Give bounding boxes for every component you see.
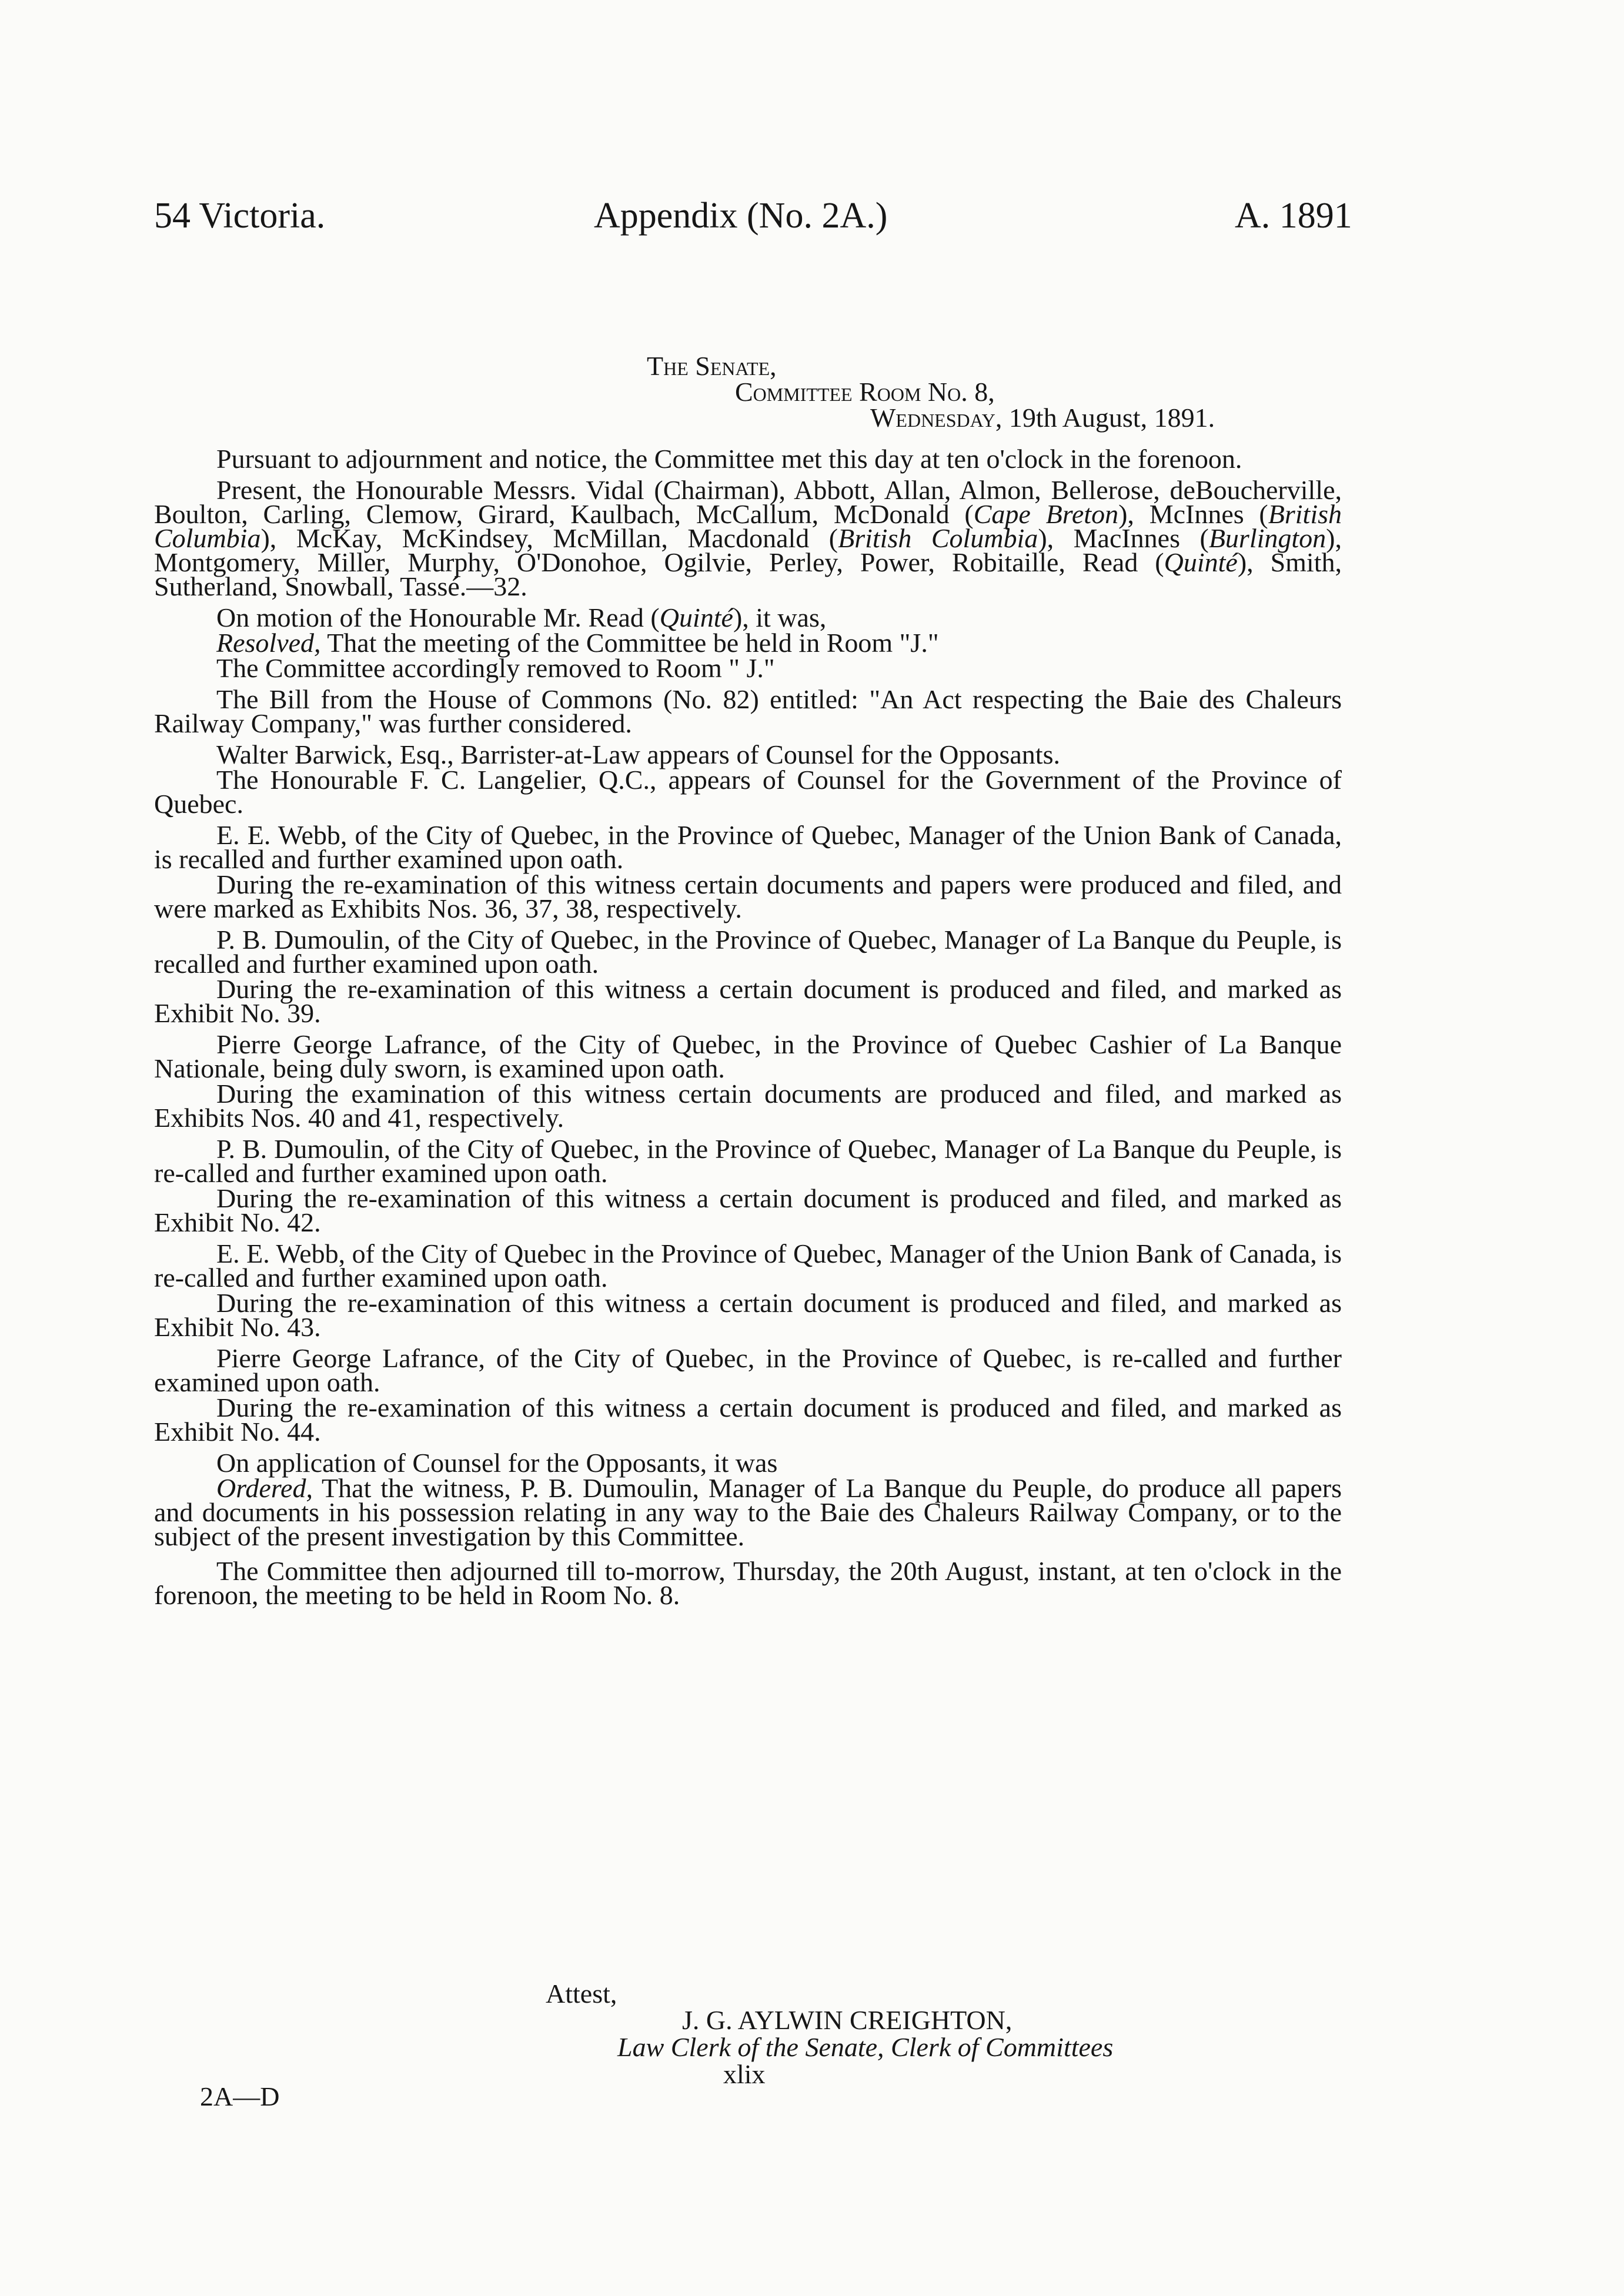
paragraph-opening: Pursuant to adjournment and notice, the Committee met this day at ten o'clock in the forenoon. bbox=[216, 444, 1242, 474]
paragraph-exhibit-44: During the re-examination of this witness a certain document is produced and filed, and marked as Exhibit No. 44. bbox=[154, 1393, 1342, 1447]
clerk-title: Law Clerk of the Senate, Clerk of Committees bbox=[617, 2032, 1114, 2062]
heading-senate: The Senate, bbox=[647, 351, 777, 381]
paragraph-present: Present, the Honourable Messrs. Vidal (Chairman), Abbott, Allan, Almon, Bellerose, deBoucherville, Boulton, Carling, Clemow, Girard, Kaulbach, McCallum, McDonald (Cape Breton), McInnes (British Columbia), McKay, McKindsey, McMillan, Macdonald (British Columbia), MacInnes (Burlington), Montgomery, Miller, Murphy, O'Donohoe, Ogilvie, Perley, Power, Robitaille, Read (Quinté), Smith, Sutherland, Snowball, Tassé.—32. bbox=[154, 475, 1342, 601]
heading-room: Committee Room No. 8, bbox=[735, 377, 995, 407]
header-appendix: Appendix (No. 2A.) bbox=[594, 196, 888, 236]
paragraph-ordered: Ordered, That the witness, P. B. Dumoulin, Manager of La Banque du Peuple, do produce all papers and documents in his possession relating in any way to the Baie des Chaleurs Railway Company, or to the subject of the present investigation by this Committee. bbox=[154, 1473, 1342, 1551]
running-header bbox=[0, 195, 1624, 242]
heading-date-text: 19th August, 1891. bbox=[1008, 403, 1215, 433]
paragraph-witness-webb: E. E. Webb, of the City of Quebec, in the Province of Quebec, Manager of the Union Bank of Canada, is recalled and further examined upon oath. bbox=[154, 820, 1342, 874]
paragraph-application: On application of Counsel for the Opposants, it was bbox=[216, 1448, 778, 1478]
header-session: 54 Victoria. bbox=[154, 196, 326, 236]
heading-date bbox=[870, 402, 1215, 433]
paragraph-bill: The Bill from the House of Commons (No. 82) entitled: "An Act respecting the Baie des Chaleurs Railway Company," was further considered. bbox=[154, 684, 1342, 738]
paragraph-exhibit-42: During the re-examination of this witness a certain document is produced and filed, and marked as Exhibit No. 42. bbox=[154, 1183, 1342, 1237]
paragraph-witness-dumoulin: P. B. Dumoulin, of the City of Quebec, in the Province of Quebec, Manager of La Banque du Peuple, is recalled and further examined upon oath. bbox=[154, 925, 1342, 979]
page-number: xlix bbox=[723, 2059, 766, 2089]
paragraph-counsel-government: The Honourable F. C. Langelier, Q.C., appears of Counsel for the Government of the Province of Quebec. bbox=[154, 765, 1342, 819]
paragraph-counsel-opposants: Walter Barwick, Esq., Barrister-at-Law appears of Counsel for the Opposants. bbox=[216, 739, 1060, 769]
header-year: A. 1891 bbox=[1235, 196, 1352, 236]
minutes-body bbox=[154, 444, 1342, 1614]
paragraph-exhibits-40-41: During the examination of this witness certain documents are produced and filed, and marked as Exhibits Nos. 40 and 41, respectively. bbox=[154, 1079, 1342, 1133]
paragraph-adjourned: The Committee then adjourned till to-morrow, Thursday, the 20th August, instant, at ten o'clock in the forenoon, the meeting to be held in Room No. 8. bbox=[154, 1556, 1342, 1610]
clerk-name: J. G. AYLWIN CREIGHTON, bbox=[682, 2005, 1013, 2035]
paragraph-witness-dumoulin-2: P. B. Dumoulin, of the City of Quebec, in the Province of Quebec, Manager of La Banque du Peuple, is re-called and further examined upon oath. bbox=[154, 1134, 1342, 1188]
signature-mark: 2A—D bbox=[200, 2081, 280, 2111]
paragraph-exhibit-43: During the re-examination of this witness a certain document is produced and filed, and marked as Exhibit No. 43. bbox=[154, 1288, 1342, 1342]
paragraph-witness-lafrance-2: Pierre George Lafrance, of the City of Quebec, in the Province of Quebec, is re-called and further examined upon oath. bbox=[154, 1343, 1342, 1397]
heading-day: Wednesday, bbox=[870, 403, 1003, 433]
paragraph-witness-lafrance: Pierre George Lafrance, of the City of Quebec, in the Province of Quebec Cashier of La Banque Nationale, being duly sworn, is examined upon oath. bbox=[154, 1029, 1342, 1083]
paragraph-witness-webb-2: E. E. Webb, of the City of Quebec in the Province of Quebec, Manager of the Union Bank of Canada, is re-called and further examined upon oath. bbox=[154, 1239, 1342, 1293]
paragraph-removed: The Committee accordingly removed to Room " J." bbox=[216, 653, 775, 683]
paragraph-motion: On motion of the Honourable Mr. Read (Quinté), it was, bbox=[216, 603, 827, 632]
paragraph-resolved: Resolved, That the meeting of the Committee be held in Room "J." bbox=[216, 628, 939, 658]
paragraph-exhibit-39: During the re-examination of this witness a certain document is produced and filed, and marked as Exhibit No. 39. bbox=[154, 974, 1342, 1028]
attest-label: Attest, bbox=[546, 1979, 617, 2009]
paragraph-exhibits-36-38: During the re-examination of this witness certain documents and papers were produced and filed, and were marked as Exhibits Nos. 36, 37, 38, respectively. bbox=[154, 869, 1342, 923]
